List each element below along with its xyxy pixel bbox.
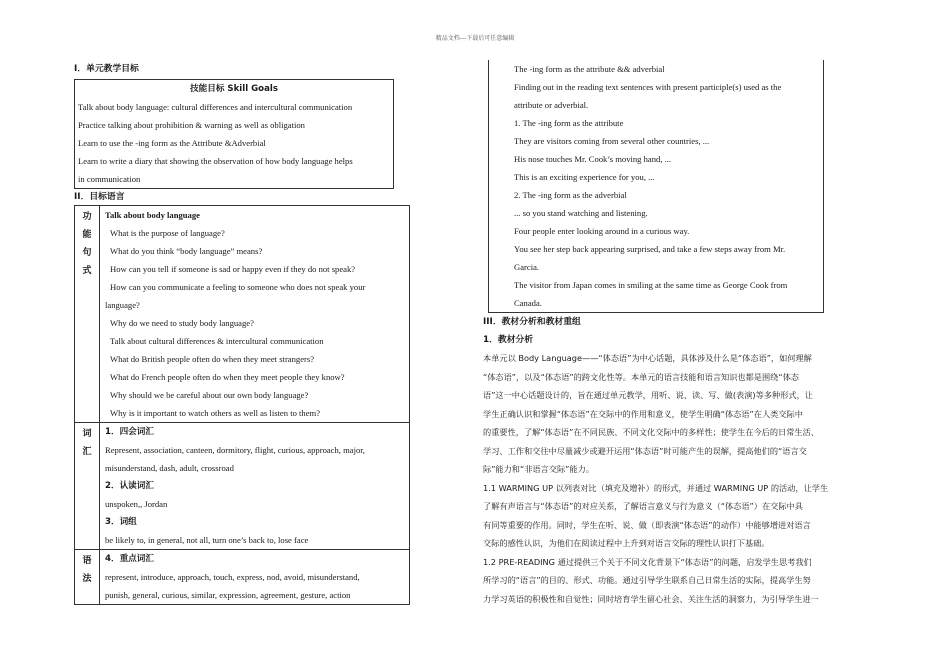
section3-title: III．教材分析和教材重组 (483, 317, 581, 327)
section2-title: II．目标语言 (74, 192, 125, 202)
box-line: Garcia. (514, 262, 540, 272)
skill-line: in communication (78, 174, 141, 184)
function-row (75, 206, 410, 423)
subsection1-title: 1．教材分析 (483, 335, 534, 345)
box-line: 2. The -ing form as the adverbial (514, 190, 627, 200)
box-line: ... so you stand watching and listening. (514, 208, 648, 218)
vocab-heading-3: 3．词组 (105, 517, 137, 527)
box-line: 1. The -ing form as the attribute (514, 118, 624, 128)
box-line: The visitor from Japan comes in smiling at the same time as George Cook from (514, 280, 788, 290)
vocabulary-row (75, 423, 410, 550)
box-line: attribute or adverbial. (514, 100, 589, 110)
vocab-line: Represent, association, canteen, dormitory, flight, curious, approach, major, (105, 445, 365, 455)
box-line: This is an exciting experience for you, ... (514, 172, 655, 182)
box-line: You see her step back appearing surprised, and take a few steps away from Mr. (514, 244, 786, 254)
box-line: Canada. (514, 298, 542, 308)
target-language-table (74, 205, 410, 605)
paragraph-line: 本单元以 Body Language——“体态语”为中心话题，具体涉及什么是“体态语”，如何理解 (483, 353, 812, 363)
function-line: Why is it important to watch others as well as listen to them? (110, 408, 321, 418)
function-line: What do French people often do when they meet people they know? (110, 372, 345, 382)
function-line: How can you tell if someone is sad or happy even if they do not speak? (110, 264, 356, 274)
page-header: 精品文档---下载后可任意编辑 (435, 35, 515, 42)
vocab-line: be likely to, in general, not all, turn one’s back to, lose face (105, 535, 309, 545)
function-line: How can you communicate a feeling to someone who does not speak your (110, 282, 366, 292)
grammar-continuation-box (488, 60, 824, 313)
function-line: What do British people often do when they meet strangers? (110, 354, 315, 364)
box-line: They are visitors coming from several other countries, ... (514, 136, 710, 146)
box-line: His nose touches Mr. Cook’s moving hand, ... (514, 154, 672, 164)
section1-title: Ⅰ．单元教学目标 (74, 64, 139, 74)
skill-line: Learn to use the -ing form as the Attribute &Adverbial (78, 138, 266, 148)
function-line: What is the purpose of language? (110, 228, 225, 238)
vocabulary-content (100, 423, 410, 550)
vocabulary-label: 词 汇 (75, 423, 100, 550)
vocab-heading-2: 2．认读词汇 (105, 481, 154, 491)
paragraph-line: 力学习英语的积极性和自觉性；同时培育学生留心社会、关注生活的洞察力，为引导学生进一 (483, 593, 819, 604)
grammar-label: 语 法 (75, 550, 100, 605)
paragraph-line: 1.2 PRE-READING 通过提供三个关于不同文化背景下“体态语”的问题，启发学生思考我们 (483, 556, 812, 567)
grammar-content (100, 550, 410, 605)
vocab-line: unspoken,, Jordan (105, 499, 168, 509)
paragraph-line: “体态语”，以及“体态语”的跨文化性等。本单元的语言技能和语言知识也都是围绕“体态 (483, 371, 799, 382)
paragraph-line: 学习、工作和交往中尽量减少或避开运用“体态语”时可能产生的误解，提高他们的“语言交 (483, 445, 807, 456)
paragraph-line: 所学习的“语言”的目的、形式、功能。通过引导学生联系自己日常生活的实际，提高学生努 (483, 575, 811, 585)
grammar-line: punish, general, curious, similar, expression, agreement, gesture, action (105, 590, 351, 600)
box-line: Finding out in the reading text sentences with present participle(s) used as the (514, 82, 782, 92)
function-line: language? (105, 300, 140, 310)
grammar-row (75, 550, 410, 605)
function-line: Talk about body language (105, 210, 200, 220)
paragraph-line: 学生正确认识和掌握“体态语”在交际中的作用和意义，使学生明确“体态语”在人类交际中 (483, 408, 803, 419)
paragraph-line: 的重要性，了解“体态语”在不同民族、不同文化交际中的多样性；使学生在今后的日常生活、 (483, 427, 819, 437)
function-line: Why do we need to study body language? (110, 318, 254, 328)
skill-line: Talk about body language: cultural differences and intercultural communication (78, 102, 353, 112)
skill-goals-box (74, 79, 394, 189)
box-line: Four people enter looking around in a curious way. (514, 226, 690, 236)
function-label: 功 能 句 式 (75, 206, 100, 423)
paragraph-line: 有同等重要的作用。同时，学生在听、说、做（即表演“体态语”的动作）中能够增进对语言 (483, 519, 811, 530)
grammar-line: represent, introduce, approach, touch, express, nod, avoid, misunderstand, (105, 572, 360, 582)
box-line: The -ing form as the attribute && adverbial (514, 64, 665, 74)
function-line: What do you think “body language” means? (110, 246, 263, 256)
paragraph-line: 语”这一中心话题设计的，旨在通过单元教学，用听、说、读、写、做(表演)等多种形式，让 (483, 390, 813, 400)
right-column (483, 60, 878, 608)
function-line: Why should we be careful about our own body language? (110, 390, 309, 400)
function-line: Talk about cultural differences & intercultural communication (110, 336, 324, 346)
paragraph-line: 1.1 WARMING UP 以列表对比（填充及增补）的形式，并通过 WARMING UP 的活动，让学生 (483, 482, 829, 493)
function-content (100, 206, 410, 423)
left-column (74, 61, 410, 605)
skill-line: Learn to write a diary that showing the observation of how body language helps (78, 156, 353, 166)
paragraph-line: 交际的感性认识，为他们在阅读过程中上升到对语言交际的理性认识打下基础。 (483, 538, 770, 548)
vocab-line: misunderstand, dash, adult, crossroad (105, 463, 234, 473)
skill-line: Practice talking about prohibition & warning as well as obligation (78, 120, 305, 130)
analysis-paragraph (483, 349, 878, 608)
paragraph-line: 了解有声语言与“体态语”的对应关系，了解语言意义与行为意义（“体态语”）在交际中具 (483, 501, 803, 511)
skill-goals-title: 技能目标 Skill Goals (190, 84, 278, 94)
grammar-heading: 4．重点词汇 (105, 554, 154, 564)
paragraph-line: 际”能力和“非语言交际”能力。 (483, 464, 594, 474)
vocab-heading-1: 1．四会词汇 (105, 427, 154, 437)
